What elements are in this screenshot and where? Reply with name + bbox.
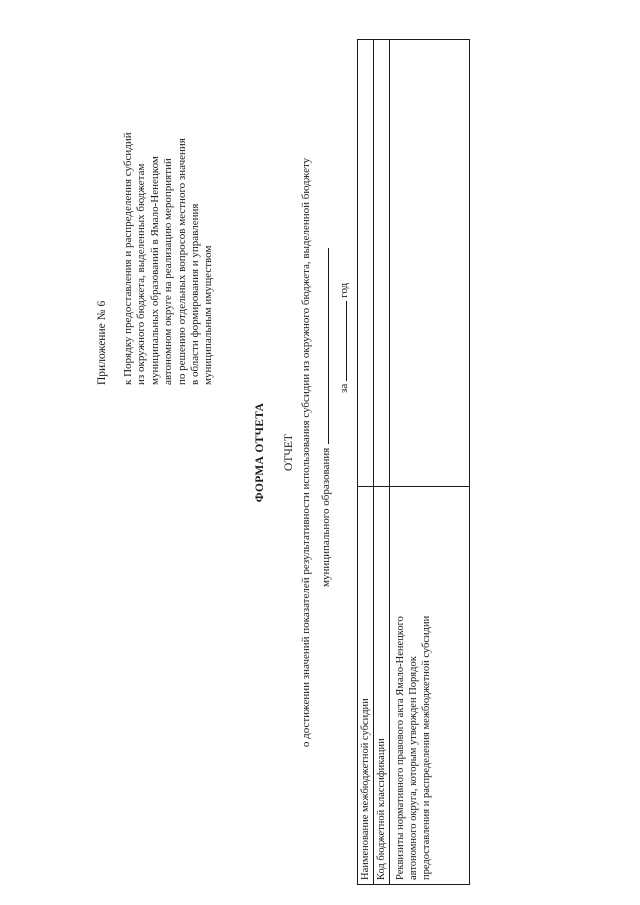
year-suffix: год [338,282,350,298]
subsidy-info-table [357,39,470,885]
appendix-line: муниципальным имуществом [202,245,215,385]
legal-act-value [390,40,470,487]
appendix-line: автономном округе на реализацию мероприятий [162,158,175,385]
report-title: ОТЧЕТ [283,434,295,471]
appendix-line: по решению отдельных вопросов местного значения [175,138,188,385]
year-blank [336,301,347,381]
appendix-line: муниципальных образований в Ямало-Ненецком [148,156,161,385]
budget-code-label: Код бюджетной классификации [374,487,390,885]
year-prefix: за [338,383,350,393]
appendix-line: из окружного бюджета, выделенных бюджетам [135,163,148,385]
form-heading: ФОРМА ОТЧЕТА [254,402,266,503]
subsidy-name-value [358,40,374,487]
appendix-line: в области формирования и управления [189,203,202,385]
municipality-line [318,248,332,587]
municipality-blank [318,248,329,444]
subsidy-name-label: Наименование межбюджетной субсидии [358,487,374,885]
year-line [336,283,350,393]
appendix-title: Приложение № 6 [96,300,108,385]
appendix-line: к Порядку предоставления и распределения субсидий [122,132,134,385]
budget-code-value [374,40,390,487]
report-subtitle: о достижении значений показателей результативности использования субсидии из окружного бюджета, выделенной бюджету [300,157,312,748]
table-row [374,40,390,885]
table-row [358,40,374,885]
legal-act-label: Реквизиты нормативного правового акта Ямало-Ненецкого автономного округа, которым утвержден Порядок предоставления и распределения межбюджетной субсидии [390,487,470,885]
table-row [390,40,470,885]
municipality-label: муниципального образования [320,447,332,587]
appendix-reference [122,5,216,385]
